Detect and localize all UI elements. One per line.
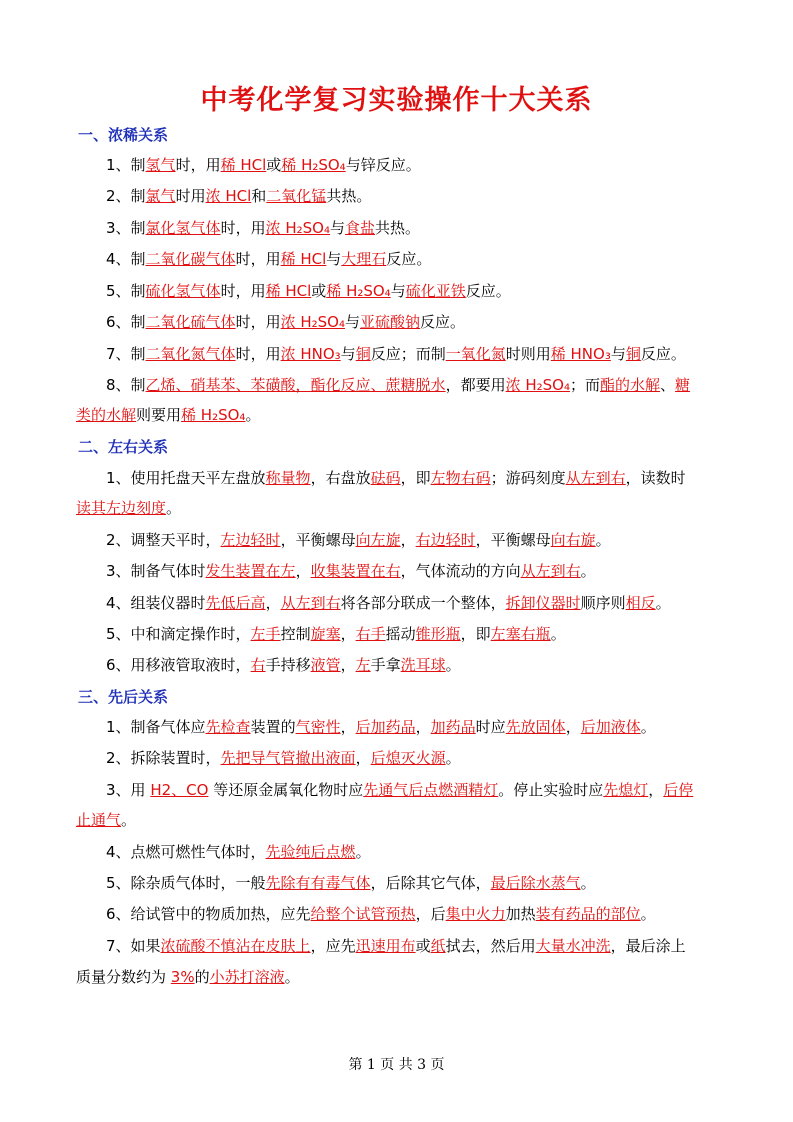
plain-text: ，平衡螺母 — [280, 531, 356, 549]
plain-text: ，最后涂上 — [610, 937, 686, 955]
key-term: 3% — [170, 968, 195, 986]
key-term: 大量水冲洗 — [535, 937, 611, 955]
key-term: H2、CO — [150, 781, 209, 799]
key-term: 铜 — [625, 345, 641, 363]
plain-text: 。 — [550, 625, 566, 643]
key-term: 硫化氢气体 — [145, 282, 221, 300]
plain-text: ， — [415, 718, 431, 736]
plain-text: ， — [340, 718, 356, 736]
key-term: 读其左边刻度 — [76, 499, 167, 517]
plain-text: 时用 — [175, 187, 206, 205]
plain-text: 与 — [329, 219, 345, 237]
plain-text: 时则用 — [505, 345, 551, 363]
text-line — [76, 655, 721, 675]
plain-text: 反应。 — [420, 313, 466, 331]
text-line — [76, 405, 721, 425]
key-term: 从左到右 — [520, 562, 581, 580]
text-line — [76, 936, 721, 956]
text-line — [76, 780, 721, 800]
key-term: 氢气 — [145, 156, 176, 174]
text-line — [76, 561, 721, 581]
key-term: 一氧化氮 — [445, 345, 506, 363]
plain-text: ，读数时 — [625, 469, 686, 487]
plain-text: 、 — [660, 376, 676, 394]
plain-text: 4、组装仪器时 — [106, 594, 206, 612]
key-term: 给整个试管预热 — [310, 905, 416, 923]
key-term: 乙烯、硝基苯、苯磺酸，酯化反应、蔗糖脱水 — [145, 376, 446, 394]
plain-text: 6、给试管中的物质加热，应先 — [106, 905, 311, 923]
plain-text: 共热。 — [375, 219, 421, 237]
key-term: 向左旋 — [355, 531, 401, 549]
key-term: 后停 — [663, 781, 694, 799]
plain-text: ，即 — [460, 625, 491, 643]
key-term: 稀 HNO₃ — [550, 345, 611, 363]
plain-text: 与 — [390, 282, 406, 300]
key-term: 稀 H₂SO₄ — [281, 156, 346, 174]
key-term: 先检查 — [205, 718, 251, 736]
section-heading: 三、先后关系 — [78, 688, 169, 706]
plain-text: ， — [340, 656, 356, 674]
key-term: 硫化亚铁 — [405, 282, 466, 300]
plain-text: ，平衡螺母 — [475, 531, 551, 549]
plain-text: ，即 — [400, 469, 431, 487]
plain-text: ；而 — [569, 376, 600, 394]
plain-text: 加热 — [505, 905, 536, 923]
plain-text: 2、拆除装置时， — [106, 749, 221, 767]
key-term: 小苏打溶液 — [209, 968, 285, 986]
key-term: 先通气后点燃酒精灯 — [363, 781, 499, 799]
plain-text: ， — [295, 562, 311, 580]
plain-text: 1、制备气体应 — [106, 718, 206, 736]
plain-text: 与 — [326, 250, 342, 268]
plain-text: 2、制 — [106, 187, 146, 205]
plain-text: 反应。 — [640, 345, 686, 363]
key-term: 浓 H₂SO₄ — [280, 313, 345, 331]
key-term: 浓 HNO₃ — [280, 345, 341, 363]
key-term: 称量物 — [265, 469, 311, 487]
key-term: 旋塞 — [310, 625, 341, 643]
plain-text: 3、制 — [106, 219, 146, 237]
key-term: 二氧化硫气体 — [145, 313, 236, 331]
key-term: 稀 HCl — [220, 156, 267, 174]
plain-text: 5、除杂质气体时，一般 — [106, 874, 266, 892]
plain-text: 。 — [580, 562, 596, 580]
key-term: 左手 — [250, 625, 281, 643]
plain-text: 时，用 — [235, 345, 281, 363]
key-term: 稀 HCl — [280, 250, 327, 268]
plain-text: ，应先 — [310, 937, 356, 955]
section-heading: 一、浓稀关系 — [78, 126, 169, 144]
plain-text: 1、使用托盘天平左盘放 — [106, 469, 266, 487]
text-line — [76, 498, 721, 518]
plain-text: 6、用移液管取液时， — [106, 656, 251, 674]
plain-text: 3、用 — [106, 781, 151, 799]
key-term: 发生装置在左 — [205, 562, 296, 580]
plain-text: 或 — [266, 156, 282, 174]
plain-text: 将各部分联成一个整体， — [340, 594, 506, 612]
plain-text: ， — [340, 625, 356, 643]
key-term: 最后除水蒸气 — [490, 874, 581, 892]
plain-text: 时，用 — [220, 219, 266, 237]
page-title: 中考化学复习实验操作十大关系 — [200, 85, 593, 116]
plain-text: 共热。 — [326, 187, 372, 205]
key-term: 左边轻时 — [220, 531, 281, 549]
plain-text: 时，用 — [175, 156, 221, 174]
plain-text: 与 — [344, 313, 360, 331]
plain-text: 7、如果 — [106, 937, 161, 955]
plain-text: 3、制备气体时 — [106, 562, 206, 580]
key-term: 后加药品 — [355, 718, 416, 736]
key-term: 浓 H₂SO₄ — [265, 219, 330, 237]
plain-text: 时，用 — [220, 282, 266, 300]
text-line — [76, 593, 721, 613]
plain-text: ，后除其它气体， — [370, 874, 491, 892]
plain-text: ， — [400, 531, 416, 549]
plain-text: 6、制 — [106, 313, 146, 331]
key-term: 向右旋 — [550, 531, 596, 549]
plain-text: 反应。 — [465, 282, 511, 300]
key-term: 氯气 — [145, 187, 176, 205]
plain-text: 时应 — [475, 718, 506, 736]
key-term: 装有药品的部位 — [535, 905, 641, 923]
key-term: 液管 — [310, 656, 341, 674]
section-heading: 二、左右关系 — [78, 438, 169, 456]
key-term: 二氧化锰 — [266, 187, 327, 205]
key-term: 先放固体 — [505, 718, 566, 736]
key-term: 左物右码 — [430, 469, 491, 487]
key-term: 稀 HCl — [265, 282, 312, 300]
plain-text: 与锌反应。 — [345, 156, 421, 174]
key-term: 铜 — [355, 345, 371, 363]
plain-text: ，后 — [415, 905, 446, 923]
key-term: 相反 — [625, 594, 656, 612]
key-term: 先验纯后点燃 — [265, 843, 356, 861]
text-line — [76, 375, 721, 395]
key-term: 纸 — [430, 937, 446, 955]
key-term: 亚硫酸钠 — [360, 313, 421, 331]
plain-text: 或 — [415, 937, 431, 955]
plain-text: 。 — [655, 594, 671, 612]
text-line — [76, 218, 721, 238]
plain-text: 4、制 — [106, 250, 146, 268]
plain-text: 。 — [355, 843, 371, 861]
plain-text: 5、中和滴定操作时， — [106, 625, 251, 643]
key-term: 先低后高 — [205, 594, 266, 612]
page-footer: 第 1 页 共 3 页 — [348, 1057, 445, 1073]
key-term: 大理石 — [341, 250, 387, 268]
plain-text: 1、制 — [106, 156, 146, 174]
plain-text: 控制 — [280, 625, 311, 643]
key-term: 浓 H₂SO₄ — [505, 376, 570, 394]
plain-text: ；游码刻度 — [490, 469, 566, 487]
key-term: 右手 — [355, 625, 386, 643]
plain-text: 。 — [640, 718, 656, 736]
plain-text: ， — [648, 781, 664, 799]
text-line — [76, 530, 721, 550]
key-term: 稀 H₂SO₄ — [181, 406, 246, 424]
key-term: 止通气 — [76, 811, 122, 829]
plain-text: ， — [355, 749, 371, 767]
plain-text: 或 — [311, 282, 327, 300]
plain-text: 。停止实验时应 — [498, 781, 604, 799]
key-term: 类的水解 — [76, 406, 137, 424]
key-term: 拆卸仪器时 — [505, 594, 581, 612]
plain-text: ， — [265, 594, 281, 612]
plain-text: 。 — [284, 968, 300, 986]
text-line — [76, 249, 721, 269]
text-line — [76, 624, 721, 644]
key-term: 先除有有毒气体 — [265, 874, 371, 892]
text-line — [76, 967, 721, 987]
plain-text: 。 — [595, 531, 611, 549]
plain-text: 2、调整天平时， — [106, 531, 221, 549]
plain-text: 。 — [445, 749, 461, 767]
plain-text: ，都要用 — [445, 376, 506, 394]
key-term: 先把导气管撤出液面 — [220, 749, 356, 767]
plain-text: 反应；而制 — [370, 345, 446, 363]
key-term: 锥形瓶 — [415, 625, 461, 643]
plain-text: 4、点燃可燃性气体时， — [106, 843, 266, 861]
key-term: 浓 HCl — [205, 187, 252, 205]
key-term: 二氧化氮气体 — [145, 345, 236, 363]
text-line — [76, 281, 721, 301]
plain-text: 5、制 — [106, 282, 146, 300]
plain-text: 时，用 — [235, 313, 281, 331]
key-term: 先熄灯 — [603, 781, 649, 799]
key-term: 气密性 — [295, 718, 341, 736]
plain-text: ，气体流动的方向 — [400, 562, 521, 580]
plain-text: 。 — [245, 406, 261, 424]
key-term: 稀 H₂SO₄ — [326, 282, 391, 300]
key-term: 后加液体 — [580, 718, 641, 736]
plain-text: 与 — [340, 345, 356, 363]
key-term: 左 — [355, 656, 371, 674]
plain-text: 则要用 — [136, 406, 182, 424]
key-term: 右边轻时 — [415, 531, 476, 549]
plain-text: 。 — [640, 905, 656, 923]
plain-text: 等还原金属氧化物时应 — [208, 781, 364, 799]
plain-text: 装置的 — [250, 718, 296, 736]
plain-text: 手拿 — [370, 656, 401, 674]
plain-text: ，右盘放 — [310, 469, 371, 487]
key-term: 二氧化碳气体 — [145, 250, 236, 268]
key-term: 集中火力 — [445, 905, 506, 923]
key-term: 氯化氢气体 — [145, 219, 221, 237]
key-term: 糖 — [675, 376, 691, 394]
plain-text: 的 — [194, 968, 210, 986]
plain-text: 手持移 — [265, 656, 311, 674]
key-term: 左塞右瓶 — [490, 625, 551, 643]
key-term: 从左到右 — [565, 469, 626, 487]
plain-text: 顺序则 — [580, 594, 626, 612]
plain-text: 质量分数约为 — [76, 968, 171, 986]
key-term: 右 — [250, 656, 266, 674]
key-term: 洗耳球 — [400, 656, 446, 674]
plain-text: 7、制 — [106, 345, 146, 363]
key-term: 食盐 — [345, 219, 376, 237]
text-line — [76, 810, 721, 830]
text-line — [76, 904, 721, 924]
key-term: 收集装置在右 — [310, 562, 401, 580]
plain-text: 。 — [580, 874, 596, 892]
key-term: 从左到右 — [280, 594, 341, 612]
plain-text: 和 — [251, 187, 267, 205]
plain-text: 拭去，然后用 — [445, 937, 536, 955]
plain-text: 摇动 — [385, 625, 416, 643]
text-line — [76, 312, 721, 332]
key-term: 后熄灭火源 — [370, 749, 446, 767]
plain-text: 。 — [166, 499, 182, 517]
text-line — [76, 468, 721, 488]
text-line — [76, 186, 721, 206]
text-line — [76, 842, 721, 862]
text-line — [76, 873, 721, 893]
plain-text: 。 — [445, 656, 461, 674]
key-term: 迅速用布 — [355, 937, 416, 955]
plain-text: ， — [565, 718, 581, 736]
key-term: 加药品 — [430, 718, 476, 736]
key-term: 砝码 — [370, 469, 401, 487]
plain-text: 反应。 — [386, 250, 432, 268]
plain-text: 与 — [610, 345, 626, 363]
text-line — [76, 717, 721, 737]
plain-text: 。 — [121, 811, 137, 829]
text-line — [76, 748, 721, 768]
text-line — [76, 344, 721, 364]
plain-text: 时，用 — [235, 250, 281, 268]
plain-text: 8、制 — [106, 376, 146, 394]
text-line — [76, 155, 721, 175]
key-term: 浓硫酸不慎沾在皮肤上 — [160, 937, 311, 955]
key-term: 酯的水解 — [600, 376, 661, 394]
